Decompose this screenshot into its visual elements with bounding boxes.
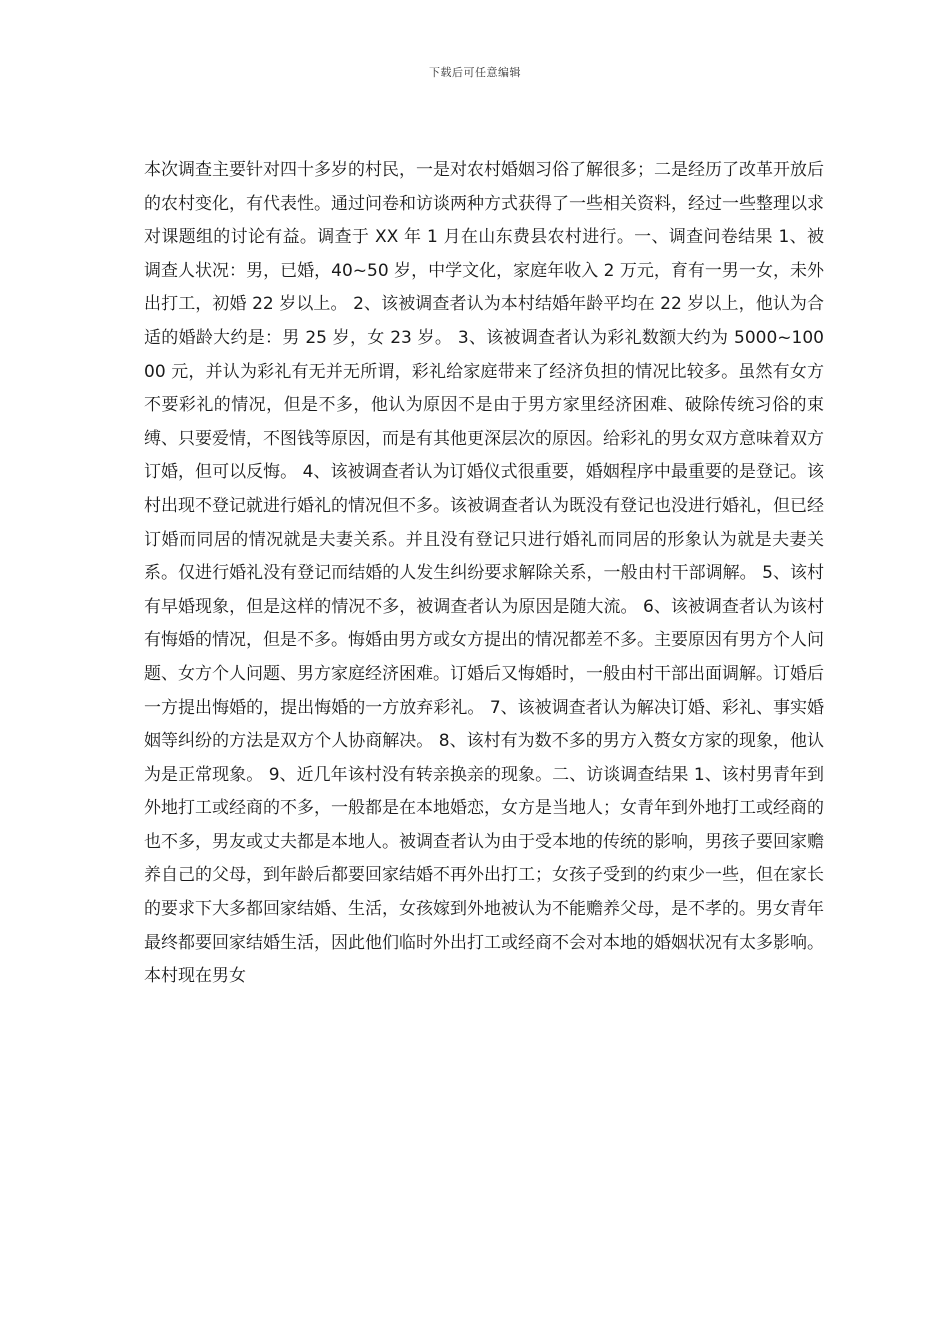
header-note: 下载后可任意编辑 xyxy=(429,66,521,79)
body-paragraph: 本次调查主要针对四十多岁的村民，一是对农村婚姻习俗了解很多；二是经历了改革开放后的农村变化，有代表性。通过问卷和访谈两种方式获得了一些相关资料，经过一些整理以求对课题组的讨论有益。调查于 XX 年 1 月在山东费县农村进行。一、调查问卷结果 1、被调查人状况：男，已婚，40~50 岁，中学文化，家庭年收入 2 万元，育有一男一女，未外出打工，初婚 22 岁以上。 2、该被调查者认为本村结婚年龄平均在 22 岁以上，他认为合适的婚龄大约是：男 25 岁，女 23 岁。 3、该被调查者认为彩礼数额大约为 5000~10000 元，并认为彩礼有无并无所谓，彩礼给家庭带来了经济负担的情况比较多。虽然有女方不要彩礼的情况，但是不多，他认为原因不是由于男方家里经济困难、破除传统习俗的束缚、只要爱情，不图钱等原因，而是有其他更深层次的原因。给彩礼的男女双方意味着双方订婚，但可以反悔。 4、该被调查者认为订婚仪式很重要，婚姻程序中最重要的是登记。该村出现不登记就进行婚礼的情况但不多。该被调查者认为既没有登记也没进行婚礼，但已经订婚而同居的情况就是夫妻关系。并且没有登记只进行婚礼而同居的形象认为就是夫妻关系。仅进行婚礼没有登记而结婚的人发生纠纷要求解除关系，一般由村干部调解。 5、该村有早婚现象，但是这样的情况不多，被调查者认为原因是随大流。 6、该被调查者认为该村有悔婚的情况，但是不多。悔婚由男方或女方提出的情况都差不多。主要原因有男方个人问题、女方个人问题、男方家庭经济困难。订婚后又悔婚时，一般由村干部出面调解。订婚后一方提出悔婚的，提出悔婚的一方放弃彩礼。 7、该被调查者认为解决订婚、彩礼、事实婚姻等纠纷的方法是双方个人协商解决。 8、该村有为数不多的男方入赘女方家的现象，他认为是正常现象。 9、近几年该村没有转亲换亲的现象。二、访谈调查结果 1、该村男青年到外地打工或经商的不多，一般都是在本地婚恋，女方是当地人；女青年到外地打工或经商的也不多，男友或丈夫都是本地人。被调查者认为由于受本地的传统的影响，男孩子要回家赡养自己的父母，到年龄后都要回家结婚不再外出打工；女孩子受到的约束少一些，但在家长的要求下大多都回家结婚、生活，女孩嫁到外地被认为不能赡养父母，是不孝的。男女青年最终都要回家结婚生活，因此他们临时外出打工或经商不会对本地的婚姻状况有太多影响。本村现在男女 xyxy=(144,160,824,987)
